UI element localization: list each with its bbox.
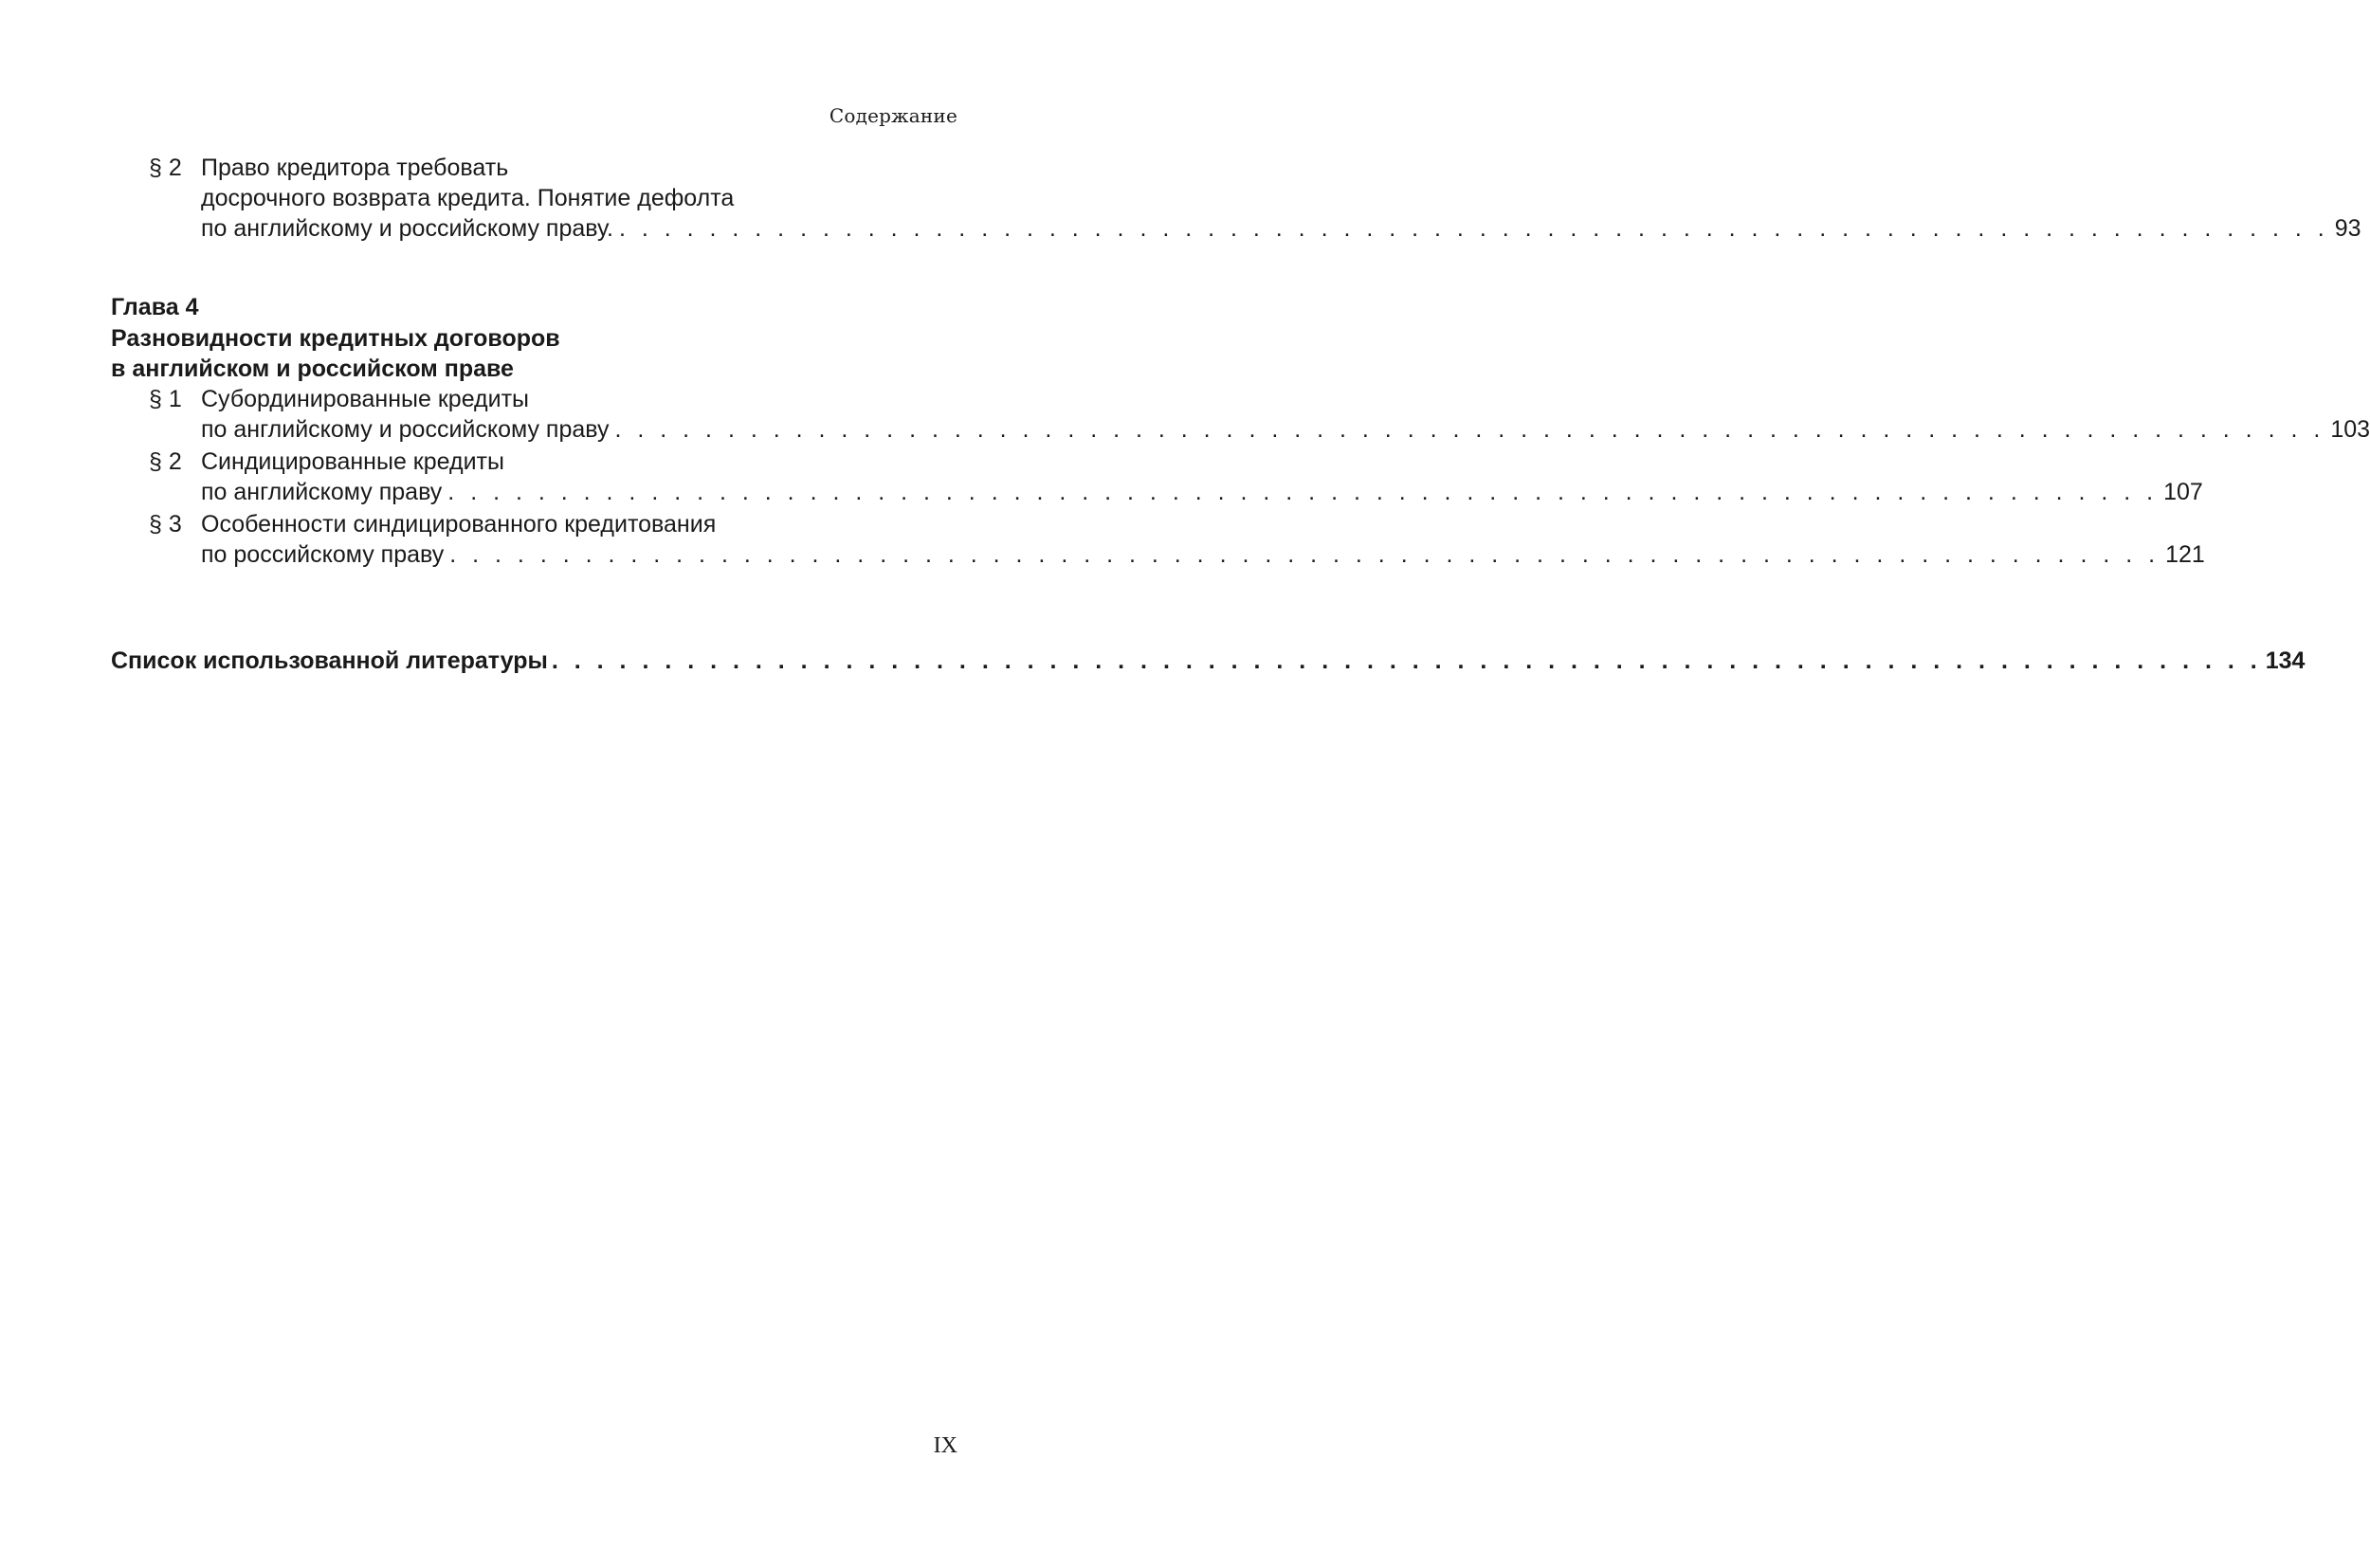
chapter-title-line1: Разновидности кредитных договоров <box>111 325 560 352</box>
section-title: Особенности синдицированного кредитования <box>201 511 717 538</box>
section-title-continued: по английскому праву <box>201 479 443 505</box>
toc-entry-ch4-sec3-line2 <box>0 538 2205 571</box>
dot-leader: . . . . . . . . . . . . . . . . . . . . . . . . . . . . . . . . . . . . . . . . . . . . . . . . . . . . . . . . . . . . . . . . . . . . . . . . . . . . <box>449 541 2160 568</box>
dot-leader: . . . . . . . . . . . . . . . . . . . . . . . . . . . . . . . . . . . . . . . . . . . . . . . . . . . . . . . . . . . . . . . . . . . . . . . . . . . . <box>618 215 2329 242</box>
running-head: Содержание <box>829 104 957 127</box>
toc-entry-prev-sec2-line2 <box>0 182 1105 214</box>
page-number: 121 <box>2165 541 2205 568</box>
toc-entry-ch4-sec1-line2 <box>0 413 2370 446</box>
page-number: 103 <box>2330 416 2370 443</box>
section-title-continued: по российскому праву <box>201 541 445 568</box>
dot-leader: . . . . . . . . . . . . . . . . . . . . . . . . . . . . . . . . . . . . . . . . . . . . . . . . . . . . . . . . . . . . . . . . . . . . . . . . . . . . <box>551 647 2262 674</box>
toc-entry-prev-sec2-line3 <box>0 212 2361 245</box>
chapter-label: Глава 4 <box>111 294 199 320</box>
toc-entry-ch4-sec2-line2 <box>0 476 2203 508</box>
toc-entry-ch4-sec2-line1 <box>0 446 1105 478</box>
toc-entry-bibliography <box>111 645 2306 677</box>
bibliography-title: Список использованной литературы <box>111 647 548 674</box>
toc-entry-prev-sec2-line1 <box>0 152 1105 184</box>
dot-leader: . . . . . . . . . . . . . . . . . . . . . . . . . . . . . . . . . . . . . . . . . . . . . . . . . . . . . . . . . . . . . . . . . . . . . . . . . . . . <box>447 479 2159 505</box>
dot-leader: . . . . . . . . . . . . . . . . . . . . . . . . . . . . . . . . . . . . . . . . . . . . . . . . . . . . . . . . . . . . . . . . . . . . . . . . . . . . <box>614 416 2325 443</box>
page-number: 93 <box>2334 215 2361 242</box>
section-number: § 2 <box>149 155 182 181</box>
page-number: 134 <box>2265 647 2306 674</box>
section-title: Субординированные кредиты <box>201 386 530 412</box>
toc-entry-ch4-sec3-line1 <box>0 508 1105 540</box>
folio-page-number: IX <box>933 1433 957 1458</box>
toc-entry-ch4-sec1-line1 <box>0 383 1105 415</box>
section-title: Синдицированные кредиты <box>201 448 504 475</box>
section-title-continued: по английскому и российскому праву <box>201 416 610 443</box>
section-number: § 1 <box>149 386 182 412</box>
section-title-continued: досрочного возврата кредита. Понятие дефолта <box>201 185 735 211</box>
section-number: § 3 <box>149 511 182 538</box>
section-title-continued: по английскому и российскому праву. <box>201 215 613 242</box>
section-number: § 2 <box>149 448 182 475</box>
page-number: 107 <box>2163 479 2203 505</box>
chapter-title-line2: в английском и российском праве <box>111 356 514 382</box>
section-title: Право кредитора требовать <box>201 155 509 181</box>
